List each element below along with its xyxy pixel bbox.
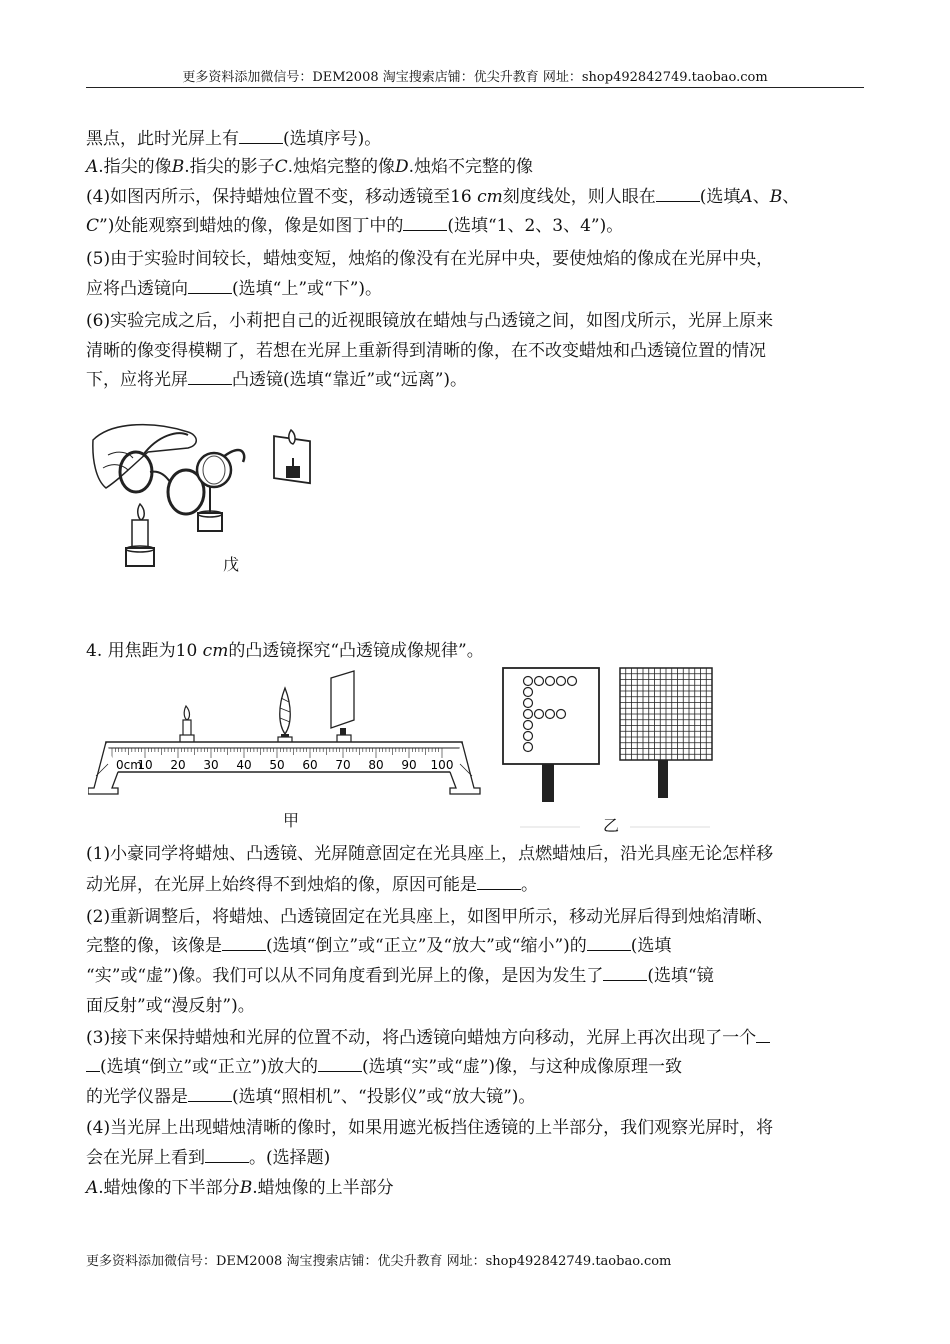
text: (选填“上”或“下”)。 xyxy=(232,279,383,299)
text: 的凸透镜探究“凸透镜成像规律”。 xyxy=(228,641,484,661)
q4-part4-line2 xyxy=(86,1147,330,1169)
page-header: 更多资料添加微信号：DEM2008 淘宝搜索店铺：优尖升教育 网址：shop492842749.taobao.com xyxy=(182,70,768,85)
answer-blank xyxy=(318,1057,362,1072)
answer-blank xyxy=(477,875,521,890)
answer-blank xyxy=(656,187,700,202)
text: 会在光屏上看到 xyxy=(86,1148,205,1168)
q3-part5-line2 xyxy=(86,278,382,300)
option-text: .指尖的影子 xyxy=(184,157,275,177)
ruler-label: 80 xyxy=(368,758,384,772)
figure-yi-screens xyxy=(500,665,730,835)
text: (选填 xyxy=(630,936,672,956)
q4-part2-line1: (2)重新调整后，将蜡烛、凸透镜固定在光具座上，如图甲所示，移动光屏后得到烛焰清晰、 xyxy=(86,907,774,927)
text: (4)如图丙所示，保持蜡烛位置不变，移动透镜至16 xyxy=(86,187,478,207)
option-text: .指尖的像 xyxy=(98,157,172,177)
text: 。(选择题) xyxy=(249,1148,331,1168)
q4-part3-line1 xyxy=(86,1027,770,1049)
option-letter: B xyxy=(171,157,185,177)
option-text: .蜡烛像的上半部分 xyxy=(252,1178,394,1198)
ruler-label: 100 xyxy=(430,758,454,772)
answer-blank xyxy=(603,966,647,981)
text: (选填序号)。 xyxy=(283,129,382,149)
header-divider xyxy=(86,87,864,88)
text: 4. 用焦距为10 xyxy=(86,641,203,661)
option-text: .烛焰不完整的像 xyxy=(408,157,534,177)
q3-line-1 xyxy=(86,128,381,150)
answer-blank xyxy=(403,216,447,231)
answer-blank xyxy=(205,1148,249,1163)
q4-part2-line4: 面反射”或“漫反射”)。 xyxy=(86,996,255,1016)
answer-blank xyxy=(86,1057,100,1072)
q4-part1-line2 xyxy=(86,874,538,896)
text: 凸透镜(选填“靠近”或“远离”)。 xyxy=(232,370,468,390)
text: 的光学仪器是 xyxy=(86,1087,188,1107)
text: (选填“镜 xyxy=(647,966,714,986)
figure-jia-optical-bench xyxy=(88,668,488,798)
ruler-label: 40 xyxy=(236,758,252,772)
text: 、 xyxy=(782,187,800,207)
figure-wu-glasses xyxy=(88,410,328,590)
text: (选填“照相机”、“投影仪”或“放大镜”)。 xyxy=(232,1087,536,1107)
q4-part2-line3 xyxy=(86,965,714,987)
unit: cm xyxy=(477,187,503,207)
answer-blank xyxy=(188,370,232,385)
q3-part4-line1 xyxy=(86,186,799,208)
text: 应将凸透镜向 xyxy=(86,279,188,299)
unit: cm xyxy=(202,641,229,661)
q3-part6-line3 xyxy=(86,369,467,391)
text: 刻度线处，则人眼在 xyxy=(502,187,656,207)
text: 完整的像，该像是 xyxy=(86,936,222,956)
ruler-label: 0cm xyxy=(116,758,142,772)
text: (选填“倒立”或“正立”)放大的 xyxy=(100,1057,319,1077)
ruler-label: 10 xyxy=(137,758,153,772)
answer-blank xyxy=(222,936,266,951)
text: (选填“1、2、3、4”)。 xyxy=(447,216,624,236)
text: ”)处能观察到蜡烛的像，像是如图丁中的 xyxy=(99,216,404,236)
page-footer: 更多资料添加微信号：DEM2008 淘宝搜索店铺：优尖升教育 网址：shop492842749.taobao.com xyxy=(86,1254,672,1269)
answer-blank xyxy=(756,1028,770,1043)
text: “实”或“虚”)像。我们可以从不同角度看到光屏上的像，是因为发生了 xyxy=(86,966,604,986)
ruler-label: 50 xyxy=(269,758,285,772)
option-letter: B xyxy=(239,1178,253,1198)
text: 黑点，此时光屏上有 xyxy=(86,129,239,149)
text: A xyxy=(740,187,753,207)
answer-blank xyxy=(239,129,283,144)
q3-part4-line2 xyxy=(86,215,623,237)
text: C xyxy=(86,216,100,236)
q4-part1-line1: (1)小豪同学将蜡烛、凸透镜、光屏随意固定在光具座上，点燃蜡烛后，沿光具座无论怎样移 xyxy=(86,844,774,864)
q4-title xyxy=(86,640,484,662)
text: 。 xyxy=(521,875,538,895)
q3-part6-line1: (6)实验完成之后，小莉把自己的近视眼镜放在蜡烛与凸透镜之间，如图戊所示，光屏上原来 xyxy=(86,311,774,331)
option-letter: A xyxy=(86,157,99,177)
q3-part5-line1: (5)由于实验时间较长，蜡烛变短，烛焰的像没有在光屏中央，要使烛焰的像成在光屏中央， xyxy=(86,249,774,269)
q4-part2-line2 xyxy=(86,935,671,957)
ruler-label: 20 xyxy=(170,758,186,772)
q4-options xyxy=(86,1177,394,1199)
answer-blank xyxy=(188,1087,232,1102)
answer-blank xyxy=(587,936,631,951)
option-text: .烛焰完整的像 xyxy=(287,157,396,177)
ruler-label: 60 xyxy=(302,758,318,772)
text: (选填“实”或“虚”)像，与这种成像原理一致 xyxy=(362,1057,683,1077)
text: 下，应将光屏 xyxy=(86,370,188,390)
figure-yi-caption: 乙 xyxy=(603,816,620,835)
ruler-label: 70 xyxy=(335,758,351,772)
text: (3)接下来保持蜡烛和光屏的位置不动，将凸透镜向蜡烛方向移动，光屏上再次出现了一个 xyxy=(86,1028,757,1048)
figure-jia-caption: 甲 xyxy=(283,811,300,830)
text: B xyxy=(769,187,783,207)
ruler-label: 90 xyxy=(401,758,417,772)
option-text: .蜡烛像的下半部分 xyxy=(98,1178,240,1198)
answer-blank xyxy=(188,279,232,294)
q3-part6-line2: 清晰的像变得模糊了，若想在光屏上重新得到清晰的像，在不改变蜡烛和凸透镜位置的情况 xyxy=(86,341,766,361)
q3-options xyxy=(86,156,533,178)
q4-part4-line1: (4)当光屏上出现蜡烛清晰的像时，如果用遮光板挡住透镜的上半部分，我们观察光屏时，将 xyxy=(86,1118,774,1138)
figure-wu-caption: 戊 xyxy=(223,555,240,574)
text: (选填 xyxy=(699,187,741,207)
q4-part3-line3 xyxy=(86,1086,535,1108)
text: 、 xyxy=(752,187,770,207)
text: 动光屏，在光屏上始终得不到烛焰的像，原因可能是 xyxy=(86,875,477,895)
option-letter: C xyxy=(274,157,288,177)
q4-part3-line2 xyxy=(86,1056,682,1078)
ruler-label: 30 xyxy=(203,758,219,772)
text: (选填“倒立”或“正立”及“放大”或“缩小”)的 xyxy=(266,936,587,956)
option-letter: A xyxy=(86,1178,99,1198)
option-letter: D xyxy=(395,157,409,177)
